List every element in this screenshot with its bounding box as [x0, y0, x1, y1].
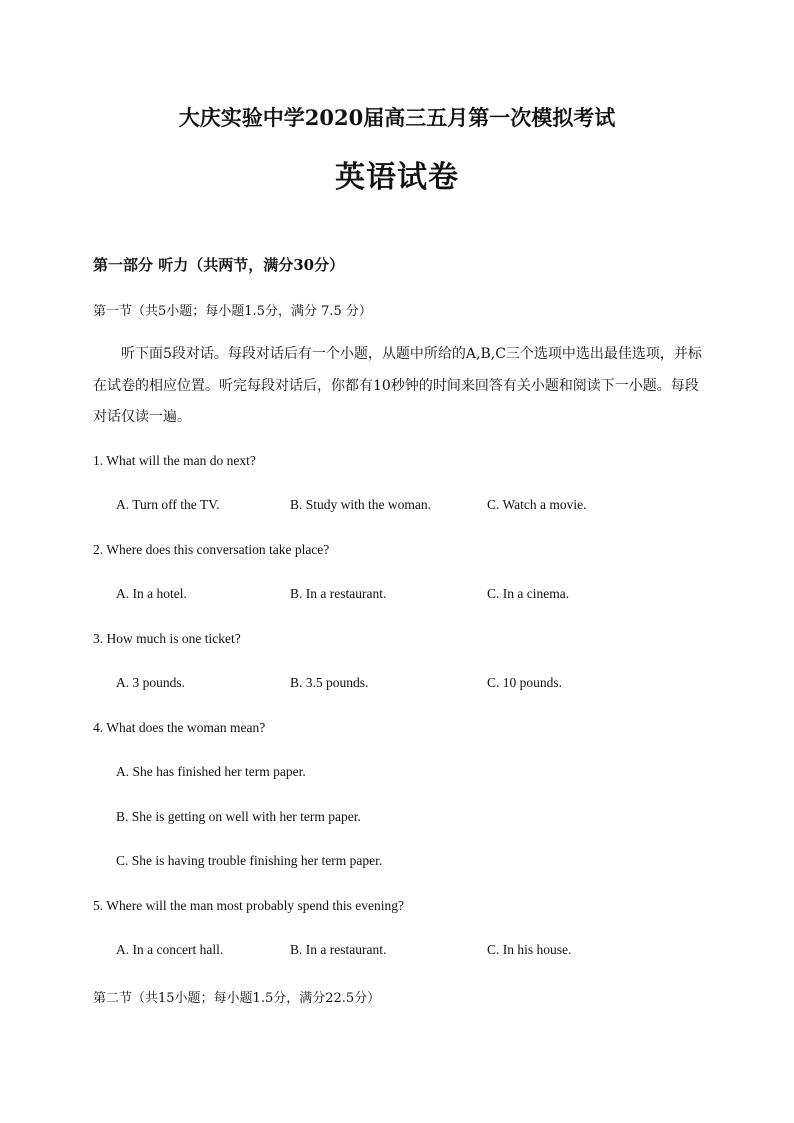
- option-c: C. 10 pounds.: [487, 675, 563, 690]
- question-stem: 5. Where will the man most probably spend this evening?: [93, 898, 404, 913]
- option-b: B. In a restaurant.: [290, 586, 387, 601]
- option-c: C. She is having trouble finishing her term paper.: [116, 853, 383, 868]
- option-a: A. In a hotel.: [116, 586, 187, 601]
- option-c: C. In a cinema.: [487, 586, 570, 601]
- option-b: B. In a restaurant.: [290, 942, 387, 957]
- question-stem: 3. How much is one ticket?: [93, 631, 241, 646]
- instructions-paragraph: 听下面5段对话。每段对话后有一个小题，从题中所给的A,B,C三个选项中选出最佳选项，并标在试卷的相应位置。听完每段对话后，你都有10秒钟的时间来回答有关小题和阅读下一小题。每段对话仅读一遍。: [93, 346, 702, 425]
- section-heading: 第二节（共15小题；每小题1.5分，满分22.5分）: [93, 991, 381, 1006]
- option-b: B. 3.5 pounds.: [290, 675, 369, 690]
- exam-subtitle: 英语试卷: [335, 160, 459, 195]
- part-heading: 第一部分 听力（共两节，满分30分）: [93, 256, 345, 274]
- section-heading: 第一节（共5小题；每小题1.5分，满分 7.5 分）: [93, 304, 372, 319]
- question-stem: 4. What does the woman mean?: [93, 720, 266, 735]
- exam-title: 大庆实验中学2020届高三五月第一次模拟考试: [178, 105, 616, 130]
- question-stem: 1. What will the man do next?: [93, 453, 256, 468]
- option-c: C. Watch a movie.: [487, 497, 587, 512]
- option-a: A. In a concert hall.: [116, 942, 224, 957]
- option-a: A. 3 pounds.: [116, 675, 186, 690]
- option-c: C. In his house.: [487, 942, 572, 957]
- option-a: A. She has finished her term paper.: [116, 764, 306, 779]
- option-a: A. Turn off the TV.: [116, 497, 220, 512]
- option-b: B. She is getting on well with her term paper.: [116, 809, 361, 824]
- question-stem: 2. Where does this conversation take place?: [93, 542, 330, 557]
- option-b: B. Study with the woman.: [290, 497, 431, 512]
